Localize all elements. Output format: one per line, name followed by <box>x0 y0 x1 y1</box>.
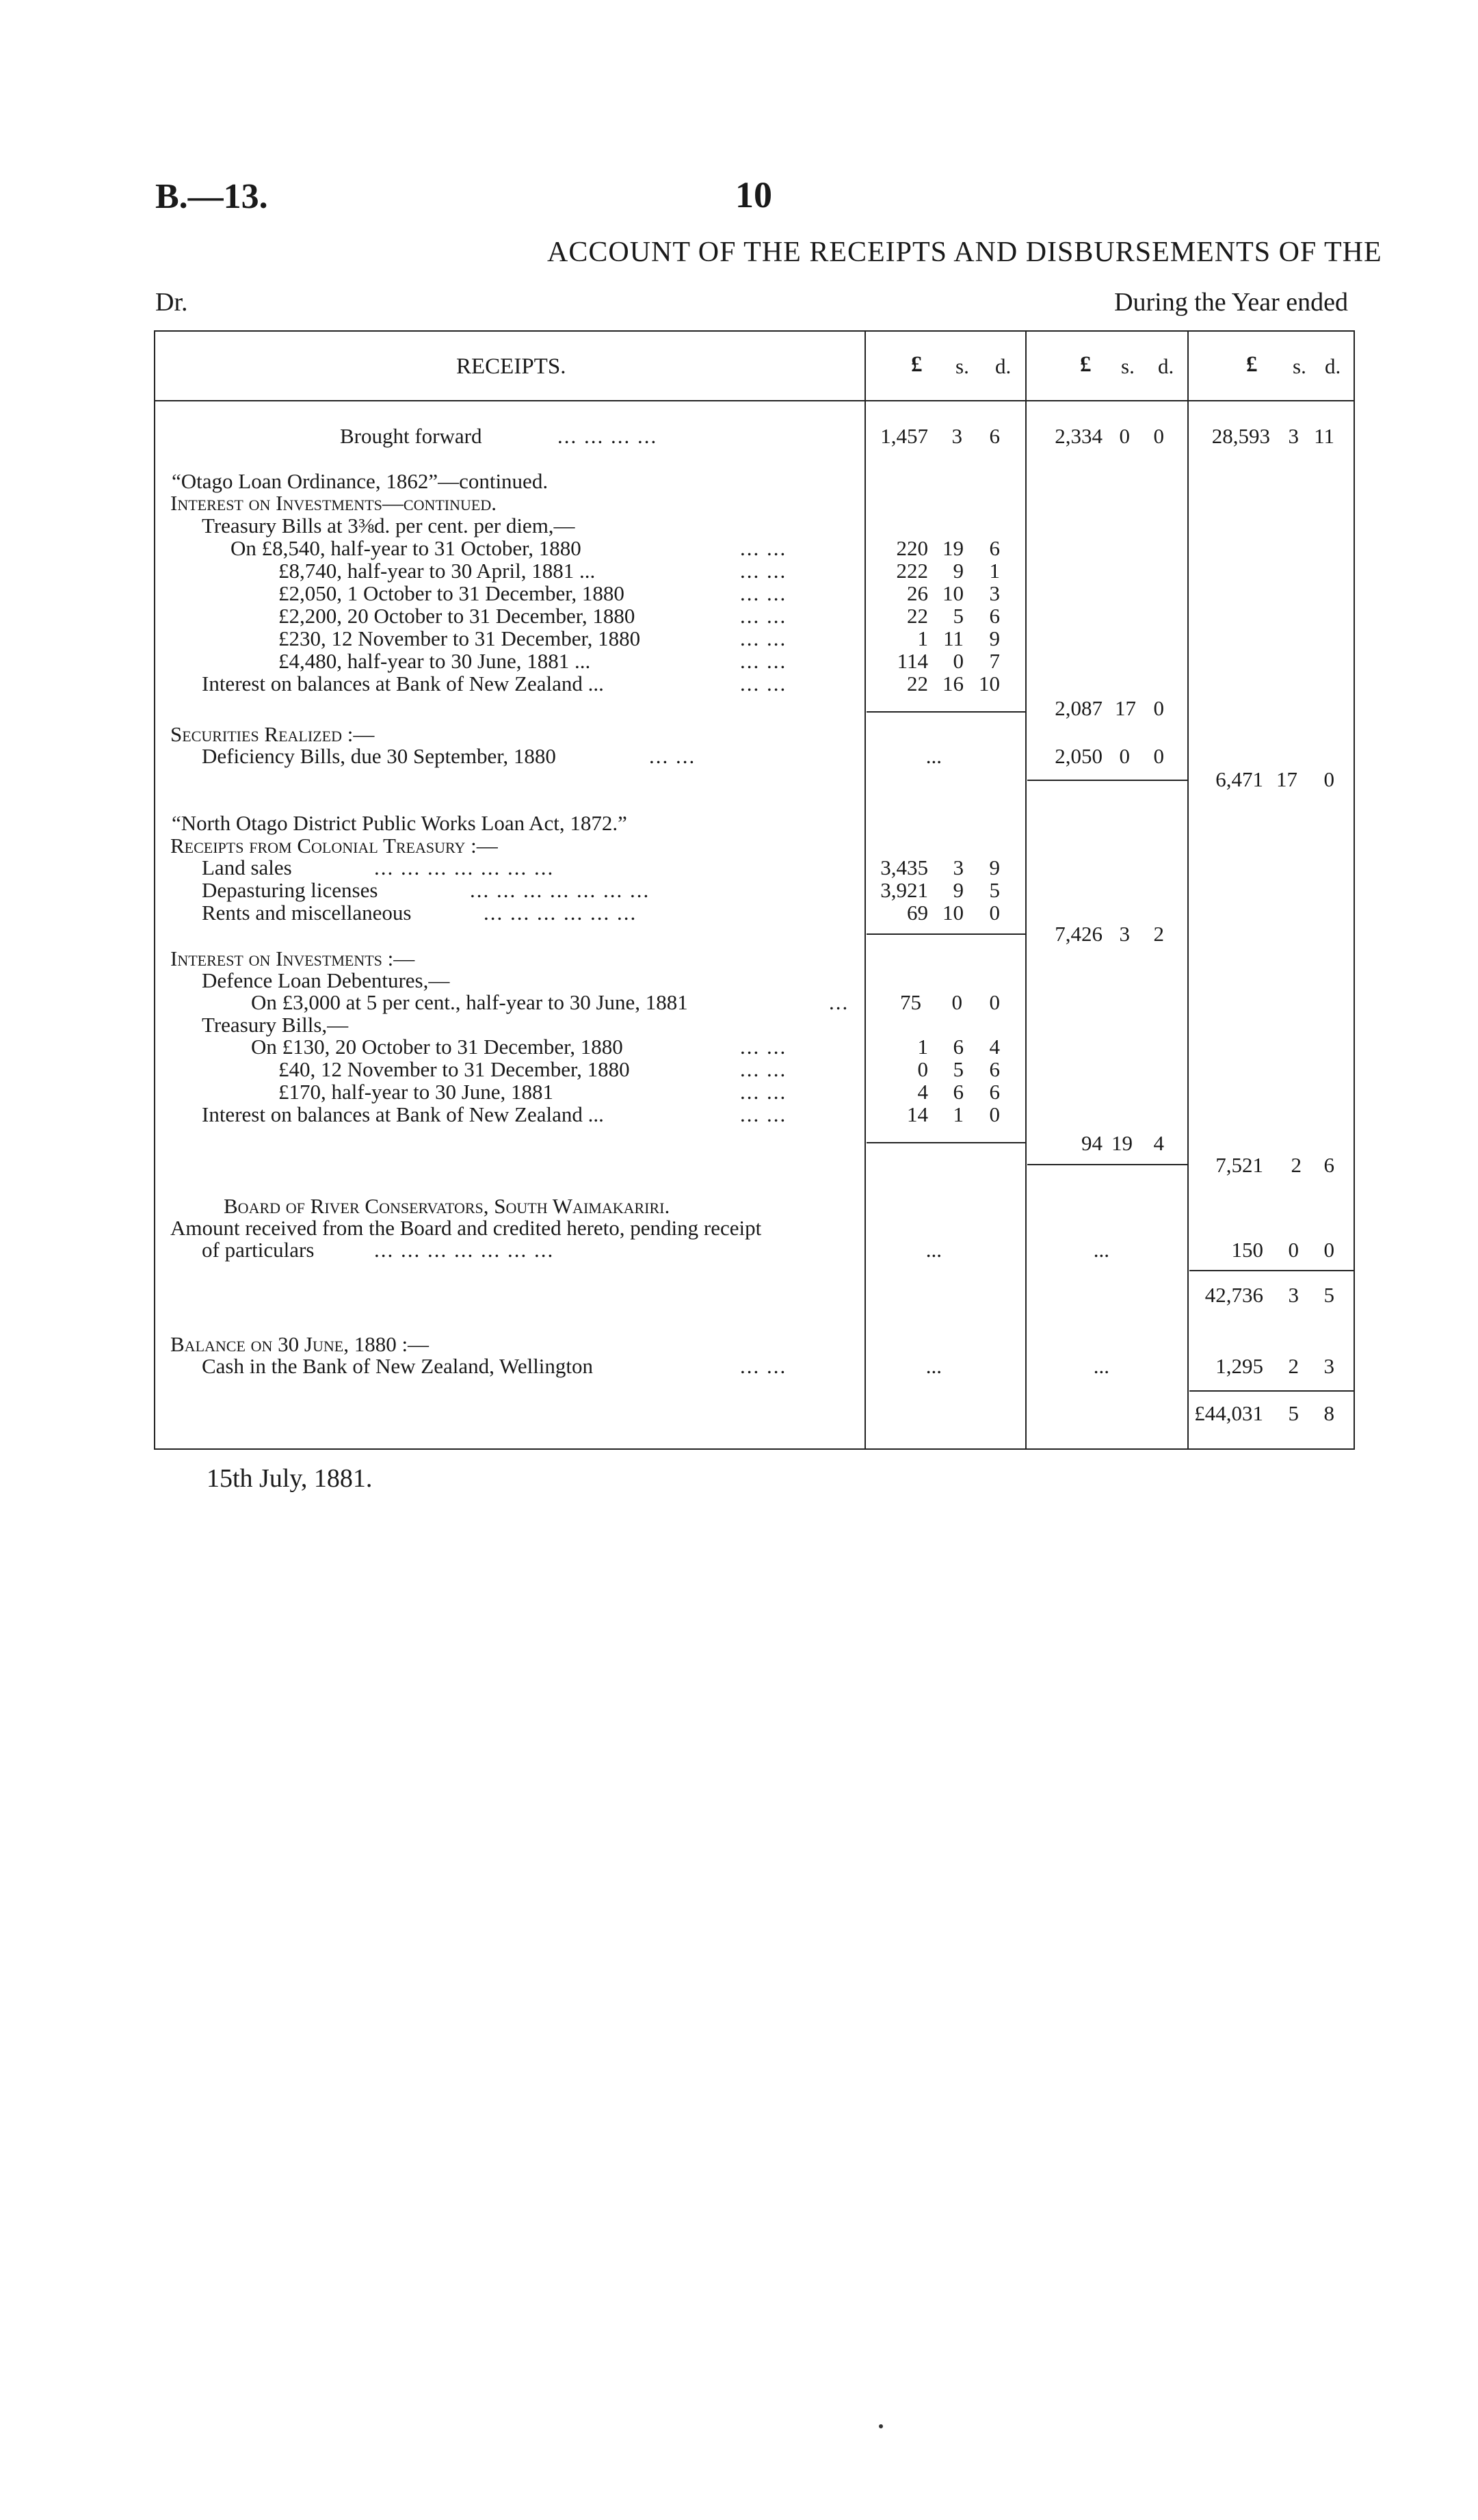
col1-pound: £ <box>911 352 923 377</box>
value-pound: 7,426 <box>1055 922 1103 946</box>
value-pound: 2,050 <box>1055 744 1103 768</box>
item-label: £8,740, half-year to 30 April, 1881 ... <box>278 559 596 583</box>
value-pound: 1,457 <box>880 424 928 448</box>
value-pence: 5 <box>989 878 1000 902</box>
item-label: Interest on balances at Bank of New Zealand ... <box>202 1102 604 1126</box>
value-pound: 94 <box>1081 1131 1103 1155</box>
value-pence: 8 <box>1323 1401 1334 1425</box>
value-shilling: 1 <box>953 1102 964 1126</box>
value-empty: ... <box>925 744 942 768</box>
leader-dots: ... ... <box>740 581 787 605</box>
value-shilling: 2 <box>1291 1153 1302 1177</box>
value-shilling: 17 <box>1115 696 1136 720</box>
leader-dots: ... ... <box>740 1035 787 1059</box>
item-label: £40, 12 November to 31 December, 1880 <box>278 1057 630 1081</box>
interest2-heading: Interest on Investments :— <box>170 946 415 970</box>
value-shilling: 17 <box>1276 767 1297 791</box>
item-label: £2,200, 20 October to 31 December, 1880 <box>278 604 635 628</box>
value-shilling: 10 <box>942 901 964 925</box>
leader-dots: ... ... <box>740 672 787 695</box>
item-label: £4,480, half-year to 30 June, 1881 ... <box>278 649 591 673</box>
value-pound: 42,736 <box>1204 1283 1263 1307</box>
value-shilling: 16 <box>942 672 964 695</box>
value-pence: 6 <box>989 424 1000 448</box>
value-shilling: 3 <box>951 424 962 448</box>
value-pound: 1 <box>917 1035 928 1059</box>
item-label: Land sales <box>202 856 292 879</box>
board-line-2: of particulars <box>202 1238 315 1262</box>
board-line-1: Amount received from the Board and credited hereto, pending receipt <box>170 1216 762 1240</box>
value-pence: 6 <box>989 1057 1000 1081</box>
value-pound: 3,921 <box>880 878 928 902</box>
value-pence: 6 <box>989 604 1000 628</box>
value-pound: 6,471 <box>1215 767 1263 791</box>
value-shilling: 9 <box>953 559 964 583</box>
value-shilling: 3 <box>953 856 964 879</box>
value-shilling: 0 <box>951 990 962 1014</box>
print-speck <box>879 2424 883 2428</box>
value-shilling: 0 <box>953 649 964 673</box>
value-pound: 114 <box>897 649 928 673</box>
value-pound: 69 <box>907 901 928 925</box>
value-shilling: 9 <box>953 878 964 902</box>
value-pound: 3,435 <box>880 856 928 879</box>
subtotal-rule <box>867 1142 1025 1143</box>
value-pence: 0 <box>1323 767 1334 791</box>
value-pound: 22 <box>907 672 928 695</box>
leader-dots: ... ... <box>740 1080 787 1104</box>
value-pence: 7 <box>989 649 1000 673</box>
value-pence: 3 <box>989 581 1000 605</box>
page-number: 10 <box>735 174 772 215</box>
value-pence: 0 <box>989 1102 1000 1126</box>
value-shilling: 19 <box>1111 1131 1133 1155</box>
brought-forward-label: Brought forward <box>340 424 482 448</box>
item-label: Rents and miscellaneous <box>202 901 412 925</box>
leader-dots: ... ... <box>740 1354 787 1378</box>
leader-dots: ... ... <box>740 536 787 560</box>
value-pence: 0 <box>1323 1238 1334 1262</box>
value-pound: £44,031 <box>1194 1401 1263 1425</box>
value-shilling: 2 <box>1288 1354 1299 1378</box>
leader-dots: ... ... <box>740 1057 787 1081</box>
value-pound: 7,521 <box>1215 1153 1263 1177</box>
value-pence: 1 <box>989 559 1000 583</box>
receipts-table <box>154 330 1355 1450</box>
col1-shilling: s. <box>955 354 969 378</box>
defence-item-label: On £3,000 at 5 per cent., half-year to 30 June, 1881 <box>251 990 688 1014</box>
leader-dots: ... ... <box>740 626 787 650</box>
value-pound: 1 <box>917 626 928 650</box>
value-pence: 9 <box>989 856 1000 879</box>
value-pound: 222 <box>896 559 928 583</box>
leader-dots: ... ... ... ... ... ... ... <box>470 878 650 902</box>
securities-heading: Securities Realized :— <box>170 722 375 746</box>
value-pound: 4 <box>917 1080 928 1104</box>
treasury2-heading: Treasury Bills,— <box>202 1013 349 1037</box>
value-pound: 22 <box>907 604 928 628</box>
page-title: ACCOUNT OF THE RECEIPTS AND DISBURSEMENTS OF THE <box>547 237 1382 268</box>
value-empty: ... <box>1093 1354 1109 1378</box>
value-pence: 6 <box>989 536 1000 560</box>
value-empty: ... <box>925 1238 942 1262</box>
value-shilling: 19 <box>942 536 964 560</box>
value-pence: 10 <box>979 672 1000 695</box>
value-pound: 2,334 <box>1055 424 1103 448</box>
value-pence: 0 <box>989 990 1000 1014</box>
value-pound: 75 <box>900 990 921 1014</box>
col1-pence: d. <box>995 354 1012 378</box>
leader-dots: ... ... <box>740 604 787 628</box>
header-rule <box>155 400 1354 401</box>
otago-heading: “Otago Loan Ordinance, 1862”—continued. <box>172 469 549 493</box>
value-pound: 2,087 <box>1055 696 1103 720</box>
value-shilling: 10 <box>942 581 964 605</box>
col-header-receipts: RECEIPTS. <box>456 354 566 379</box>
item-label: On £8,540, half-year to 31 October, 1880 <box>230 536 581 560</box>
leader-dots: ... <box>829 990 849 1014</box>
subtotal-rule <box>867 711 1025 713</box>
col-sep-1 <box>865 332 866 1448</box>
value-shilling: 5 <box>953 604 964 628</box>
value-pence: 2 <box>1153 922 1164 946</box>
total-rule <box>1189 1270 1354 1271</box>
value-pound: 1,295 <box>1215 1354 1263 1378</box>
receipts-colonial-heading: Receipts from Colonial Treasury :— <box>170 834 498 858</box>
leader-dots: ... ... ... ... ... ... ... <box>374 1238 555 1262</box>
value-shilling: 0 <box>1119 424 1130 448</box>
value-pound: 28,593 <box>1211 424 1270 448</box>
value-pound: 0 <box>917 1057 928 1081</box>
col-sep-2 <box>1025 332 1027 1448</box>
document-code: B.—13. <box>155 177 268 216</box>
item-label: £2,050, 1 October to 31 December, 1880 <box>278 581 624 605</box>
value-pence: 0 <box>1153 744 1164 768</box>
balance-heading: Balance on 30 June, 1880 :— <box>170 1332 430 1356</box>
value-shilling: 3 <box>1288 1283 1299 1307</box>
value-shilling: 0 <box>1288 1238 1299 1262</box>
value-shilling: 11 <box>943 626 964 650</box>
value-shilling: 5 <box>1288 1401 1299 1425</box>
cash-label: Cash in the Bank of New Zealand, Wellington <box>202 1354 594 1378</box>
value-pence: 6 <box>989 1080 1000 1104</box>
value-pence: 0 <box>1153 424 1164 448</box>
leader-dots: ... ... ... ... ... ... ... <box>374 856 555 879</box>
subtotal-rule <box>1027 1164 1187 1165</box>
col3-pence: d. <box>1325 354 1341 378</box>
value-pound: 26 <box>907 581 928 605</box>
value-pound: 220 <box>896 536 928 560</box>
value-pence: 0 <box>1153 696 1164 720</box>
value-pound: 150 <box>1231 1238 1263 1262</box>
value-shilling: 3 <box>1119 922 1130 946</box>
board-heading: Board of River Conservators, South Waimakariri. <box>224 1194 670 1218</box>
leader-dots: ... ... <box>740 1102 787 1126</box>
value-empty: ... <box>1093 1238 1109 1262</box>
leader-dots: ... ... <box>649 744 696 768</box>
value-shilling: 6 <box>953 1035 964 1059</box>
col2-shilling: s. <box>1121 354 1135 378</box>
value-pound: 14 <box>907 1102 928 1126</box>
value-pence: 6 <box>1323 1153 1334 1177</box>
leader-dots: ... ... ... ... <box>557 424 658 448</box>
footer-date: 15th July, 1881. <box>207 1464 373 1493</box>
total-rule <box>1189 1390 1354 1392</box>
subtotal-rule <box>867 933 1025 935</box>
col-sep-3 <box>1187 332 1189 1448</box>
item-label: Interest on balances at Bank of New Zealand ... <box>202 672 604 695</box>
deficiency-label: Deficiency Bills, due 30 September, 1880 <box>202 744 556 768</box>
north-otago-heading: “North Otago District Public Works Loan Act, 1872.” <box>172 811 627 835</box>
defence-heading: Defence Loan Debentures,— <box>202 968 450 992</box>
leader-dots: ... ... ... ... ... ... <box>484 901 637 925</box>
col3-shilling: s. <box>1293 354 1306 378</box>
treasury-bills-heading: Treasury Bills at 3⅜d. per cent. per diem,— <box>202 514 575 538</box>
leader-dots: ... ... <box>740 649 787 673</box>
value-shilling: 3 <box>1288 424 1299 448</box>
value-empty: ... <box>925 1354 942 1378</box>
item-label: Depasturing licenses <box>202 878 378 902</box>
value-shilling: 6 <box>953 1080 964 1104</box>
value-pence: 5 <box>1323 1283 1334 1307</box>
col2-pound: £ <box>1080 352 1092 377</box>
item-label: £230, 12 November to 31 December, 1880 <box>278 626 641 650</box>
period-label: During the Year ended <box>1114 288 1348 317</box>
subtotal-rule <box>1027 780 1187 781</box>
value-pence: 9 <box>989 626 1000 650</box>
value-pence: 4 <box>1153 1131 1164 1155</box>
debit-label: Dr. <box>155 288 188 317</box>
value-shilling: 0 <box>1119 744 1130 768</box>
interest-heading: Interest on Investments—continued. <box>170 491 497 515</box>
value-shilling: 5 <box>953 1057 964 1081</box>
value-pence: 3 <box>1323 1354 1334 1378</box>
item-label: £170, half-year to 30 June, 1881 <box>278 1080 554 1104</box>
col3-pound: £ <box>1246 352 1258 377</box>
value-pence: 11 <box>1314 424 1334 448</box>
value-pence: 0 <box>989 901 1000 925</box>
col2-pence: d. <box>1158 354 1174 378</box>
value-pence: 4 <box>989 1035 1000 1059</box>
item-label: On £130, 20 October to 31 December, 1880 <box>251 1035 623 1059</box>
leader-dots: ... ... <box>740 559 787 583</box>
